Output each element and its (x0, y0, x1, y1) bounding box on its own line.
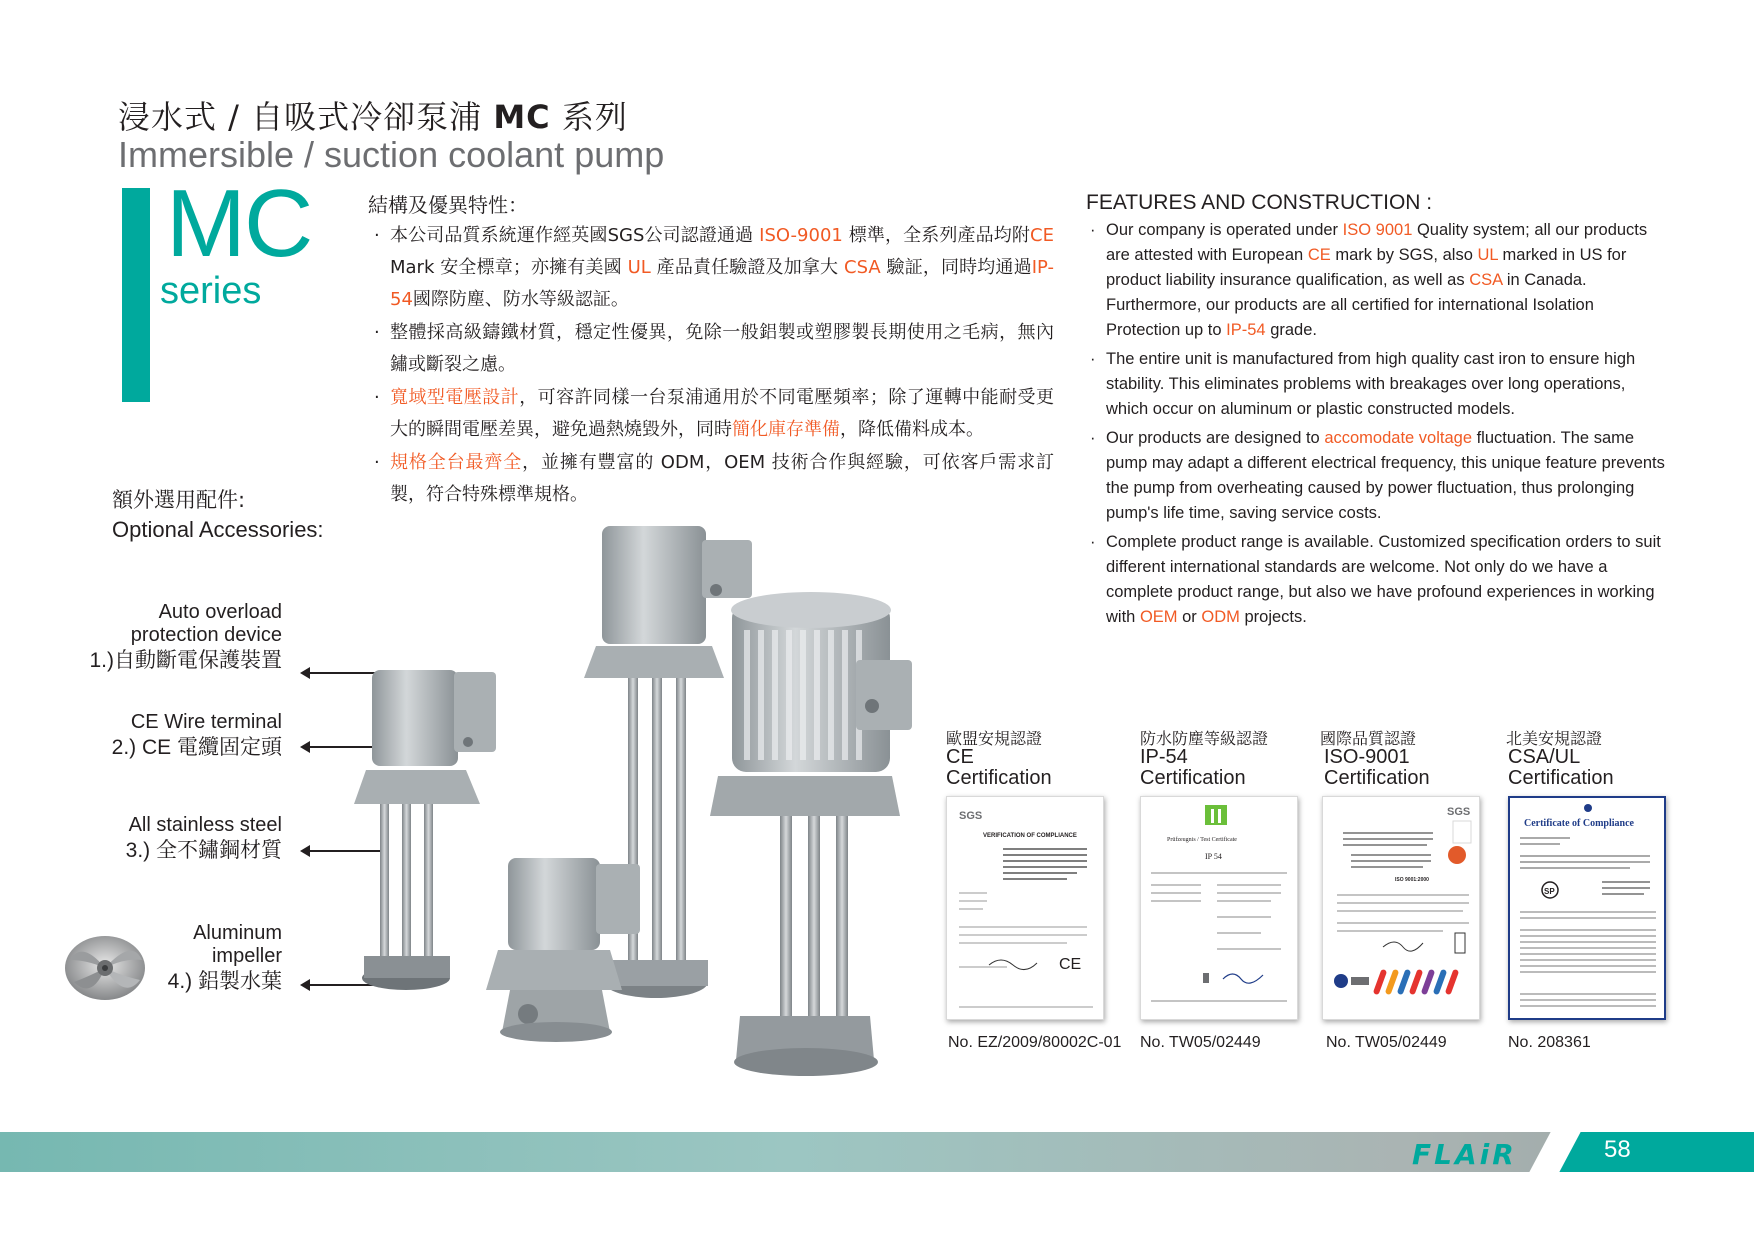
cert-iso-document (1322, 796, 1480, 1020)
cert-csa-number: No. 208361 (1508, 1034, 1591, 1051)
impeller-image (62, 930, 148, 1004)
cert-csa-document-image (1510, 798, 1666, 1020)
accessory-wire-terminal: CE Wire terminal 2.) CE 電纜固定頭 (111, 711, 282, 759)
pump-large (710, 592, 912, 1076)
features-en-item-1: · Our company is operated under ISO 9001 Quality system; all our products are attested with European CE mark by SGS, also UL marked in US for product liability insurance qualification, as well as CSA in Canada. Furthermore, our products are all certified for international Isolation Protection up to IP-54 grade. (1088, 218, 1668, 343)
pumps-image (340, 520, 920, 1080)
cert-ce-document-image (947, 797, 1104, 1020)
series-logo-mc: MC (166, 170, 312, 277)
page-number-tab (1559, 1132, 1754, 1172)
cert-ce-doc-title: VERIFICATION OF COMPLIANCE (983, 833, 1077, 839)
pump-medium (354, 670, 496, 990)
features-zh-item-2: · 整體採高級鑄鐵材質，穩定性優異，免除一般鋁製或塑膠製長期使用之毛病，無內鏽或斷裂之慮。 (372, 317, 1054, 381)
cert-iso-number: No. TW05/02449 (1326, 1034, 1447, 1051)
features-zh-heading: 結構及優異特性： (368, 193, 528, 217)
accessories-heading-en: Optional Accessories: (112, 517, 324, 542)
cert-iso-zh: 國際品質認證 (1320, 729, 1417, 748)
features-zh-list (372, 220, 1054, 512)
svg-text:CE: CE (1059, 956, 1082, 973)
cert-csa-en: CSA/UL Certification (1508, 746, 1614, 789)
cert-ce-zh: 歐盟安規認證 (946, 729, 1043, 748)
cert-ip-en: IP-54 Certification (1140, 746, 1246, 789)
features-en-item-3: · Our products are designed to accomodate voltage fluctuation. The same pump may adapt a different electrical frequency, this unique feature prevents the pump from overheating caused by power fluctuation, thus prolonging pump's life time, saving service costs. (1088, 426, 1668, 526)
features-en-item-2: · The entire unit is manufactured from high quality cast iron to ensure high stability. This eliminates problems with breakages over long operations, which occur on aluminum or plastic constructed models. (1088, 347, 1668, 422)
series-logo-bar (122, 188, 150, 402)
cert-iso-document-image (1323, 797, 1480, 1020)
cert-csa-document (1508, 796, 1666, 1020)
cert-ce-issuer: SGS (959, 810, 983, 822)
accessories-heading-zh: 額外選用配件: (112, 488, 246, 512)
cert-ip-document (1140, 796, 1298, 1020)
page-title-zh: 浸水式 / 自吸式冷卻泵浦 MC 系列 (118, 98, 628, 136)
brand-logo: FLAiR (1412, 1138, 1517, 1171)
features-en-heading: FEATURES AND CONSTRUCTION : (1086, 191, 1433, 214)
page-number: 58 (1604, 1136, 1631, 1163)
cert-iso-issuer: SGS (1447, 806, 1471, 818)
accessory-overload: Auto overload protection device 1.)自動斷電保護裝置 (89, 601, 282, 672)
accessory-stainless: All stainless steel 3.) 全不鏽鋼材質 (125, 814, 282, 862)
features-zh-item-1: · 本公司品質系統運作經英國SGS公司認證通過 ISO-9001 標準，全系列產品均附CE Mark 安全標章；亦擁有美國 UL 產品責任驗證及加拿大 CSA 驗証，同時均通過IP-54國際防塵、防水等級認証。 (372, 220, 1054, 316)
cert-csa-zh: 北美安規認證 (1506, 729, 1603, 748)
features-zh-item-4: · 規格全台最齊全，並擁有豐富的 ODM，OEM 技術合作與經驗，可依客戶需求訂製，符合特殊標準規格。 (372, 447, 1054, 511)
cert-csa-doc-title: Certificate of Compliance (1524, 818, 1634, 829)
cert-ip-doc-title: Prüfzeugnis / Test Certificate (1167, 837, 1237, 843)
cert-ce-document (946, 796, 1104, 1020)
cert-ce-number: No. EZ/2009/80002C-01 (948, 1034, 1122, 1051)
features-en-list (1088, 218, 1668, 634)
features-zh-item-3: · 寬域型電壓設計，可容許同樣一台泵浦通用於不同電壓頻率；除了運轉中能耐受更大的瞬間電壓差異，避免過熱燒毀外，同時簡化庫存準備，降低備料成本。 (372, 382, 1054, 446)
page-title-en: Immersible / suction coolant pump (118, 134, 665, 175)
cert-ip-document-image (1141, 797, 1298, 1020)
svg-text:SP: SP (1544, 887, 1555, 896)
series-logo-series: series (160, 270, 262, 312)
cert-ip-zh: 防水防塵等級認證 (1140, 729, 1269, 748)
cert-iso-doc-title: ISO 9001:2000 (1395, 877, 1429, 883)
cert-ip-number: No. TW05/02449 (1140, 1034, 1261, 1051)
cert-iso-en: ISO-9001 Certification (1324, 746, 1430, 789)
accessory-impeller: Aluminum impeller 4.) 鋁製水葉 (167, 922, 282, 993)
cert-ip-rating: IP 54 (1205, 852, 1222, 861)
pump-short (486, 858, 640, 1042)
cert-ce-en: CE Certification (946, 746, 1052, 789)
features-en-item-4: · Complete product range is available. Customized specification orders to suit different international standards are welcome. Not only do we have a complete product range, but also we have profound experiences in working with OEM or ODM projects. (1088, 530, 1668, 630)
